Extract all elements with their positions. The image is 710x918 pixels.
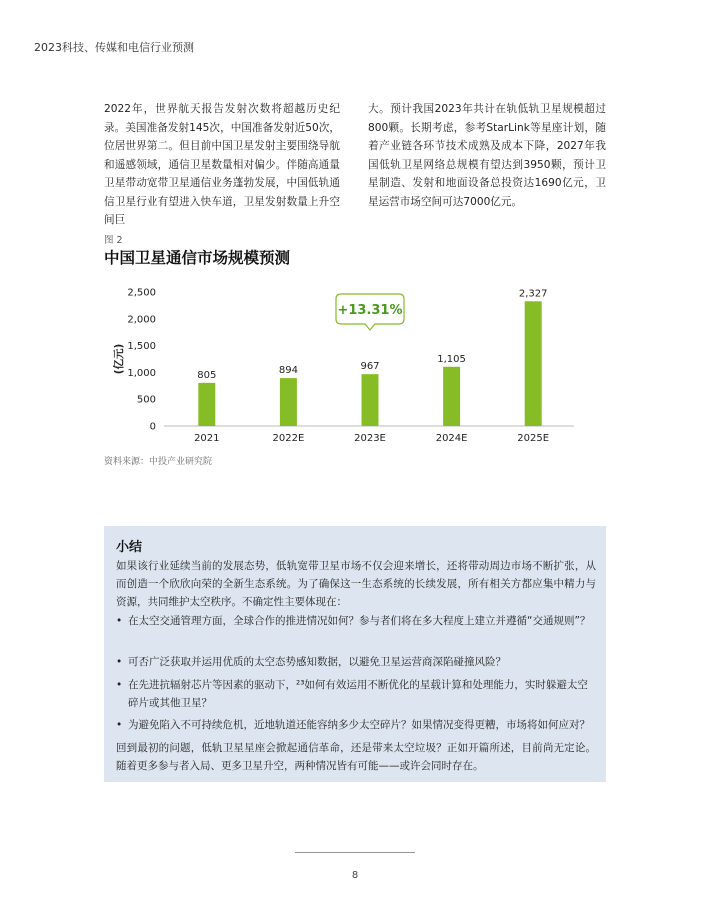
bar-2021 [198, 383, 215, 426]
x-tick-label: 2023E [354, 433, 386, 444]
x-tick-label: 2025E [517, 433, 550, 444]
bar-2023E [362, 374, 379, 426]
body-text-right-column: 大。预计我国2023年共计在轨低轨卫星规模超过800颗。长期考虑，参考StarLink等星座计划，随着产业链各环节技术成熟及成本下降，2027年我国低轨卫星网络总规模有望达到3950颗，预计卫星制造、发射和地面设备总投资达1690亿元，卫星运营市场空间可达7000亿元。 [368, 103, 606, 208]
summary-intro: 如果该行业延续当前的发展态势，低轨宽带卫星市场不仅会迎来增长，还将带动周边市场不断扩张，从而创造一个欣欣向荣的全新生态系统。为了确保这一生态系统的长续发展，所有相关方都应集中精力与资源，共同维护太空秩序。不确定性主要体现在： [116, 560, 596, 608]
bar-2022E [280, 378, 297, 426]
data-label: 2,327 [518, 288, 548, 300]
callout-text: +13.31% [337, 303, 403, 318]
data-label: 894 [278, 365, 298, 377]
growth-callout [336, 294, 404, 330]
bullet-text: 在先进抗辐射芯片等因素的驱动下，²³如何有效运用不断优化的星载计算和处理能力，实时躲避太空碎片或其他卫星？ [128, 679, 588, 709]
bar-2024E [443, 367, 460, 426]
bullet-text: 可否广泛获取并运用优质的太空态势感知数据，以避免卫星运营商深陷碰撞风险？ [128, 656, 506, 668]
page-number: 8 [351, 870, 359, 881]
bullet-text: 为避免陷入不可持续危机，近地轨道还能容纳多少太空碎片？如果情况变得更糟，市场将如何应对？ [128, 719, 590, 731]
bullet-mark: • [116, 679, 123, 691]
y-tick-label: 1,500 [127, 341, 156, 353]
x-tick-label: 2022E [272, 433, 305, 444]
x-tick-label: 2024E [435, 433, 468, 444]
data-label: 805 [197, 369, 217, 381]
bullet-mark: • [116, 656, 123, 668]
summary-box [104, 526, 606, 782]
y-axis-label: (亿元) [113, 343, 125, 375]
y-tick-label: 500 [136, 394, 156, 406]
summary-bullet [116, 676, 596, 712]
summary-conclusion: 回到最初的问题，低轨卫星星座会掀起通信革命，还是带来太空垃圾？正如开篇所述，目前尚无定论。随着更多参与者入局、更多卫星升空，两种情况皆有可能——或许会同时存在。 [116, 742, 596, 772]
market-size-bar-chart [104, 280, 584, 452]
y-tick-label: 0 [149, 421, 156, 433]
body-text-left-column: 2022年，世界航天报告发射次数将超越历史纪录。美国准备发射145次，中国准备发射近50次，位居世界第二。但目前中国卫星发射主要围绕导航和遥感领域，通信卫星数量相对偏少。伴随高通量卫星带动宽带卫星通信业务蓬勃发展，中国低轨通信卫星行业有望进入快车道，卫星发射数量上升空间巨 [104, 103, 340, 226]
figure-label: 图 2 [104, 235, 123, 246]
summary-bullet [116, 612, 596, 630]
figure-title: 中国卫星通信市场规模预测 [104, 249, 291, 267]
footer-divider [295, 852, 415, 853]
data-label: 1,105 [437, 353, 466, 365]
y-tick-label: 2,000 [127, 314, 156, 326]
bullet-mark: • [116, 615, 123, 627]
figure-source: 资料来源：中投产业研究院 [104, 457, 213, 467]
y-tick-label: 1,000 [127, 367, 156, 379]
bullet-mark: • [116, 719, 123, 731]
running-header: 2023科技、传媒和电信行业预测 [34, 41, 194, 54]
summary-title: 小结 [116, 540, 143, 555]
summary-bullet [116, 653, 596, 671]
y-tick-label: 2,500 [127, 287, 156, 299]
bar-2025E [525, 301, 542, 426]
summary-bullet [116, 716, 596, 734]
data-label: 967 [360, 361, 380, 373]
bullet-text: 在太空交通管理方面，全球合作的推进情况如何？参与者们将在多大程度上建立并遵循“交通规则”？ [128, 615, 591, 627]
x-tick-label: 2021 [194, 433, 220, 444]
